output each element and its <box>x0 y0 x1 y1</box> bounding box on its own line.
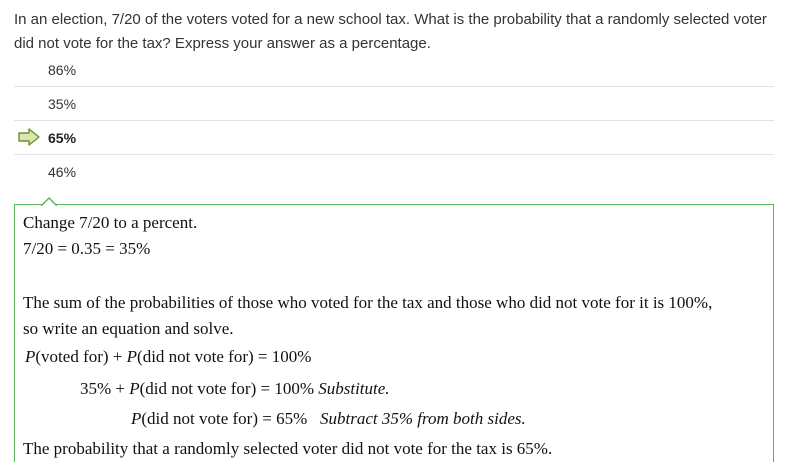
question-text: In an election, 7/20 of the voters voted for a new school tax. What is the probability that a randomly selected voter did not vote for the tax? Express your answer as a percentage. <box>14 11 767 52</box>
step-note: Substitute. <box>318 379 390 398</box>
prob-symbol: P <box>131 409 142 428</box>
choice-86[interactable] <box>14 53 774 87</box>
explanation-line-2: 7/20 = 0.35 = 35% <box>23 239 151 258</box>
equation-3: P(did not vote for) = 65% Subtract 35% from both sides. <box>131 409 526 428</box>
choice-65-correct[interactable] <box>14 121 774 155</box>
step-note: Subtract 35% from both sides. <box>320 409 526 428</box>
choice-label: 65% <box>48 130 77 146</box>
choice-35[interactable] <box>14 87 774 121</box>
arrow-right-icon <box>18 128 40 146</box>
choice-46[interactable] <box>14 155 774 189</box>
answer-choices <box>14 53 774 189</box>
prob-symbol: P <box>126 347 138 366</box>
conclusion-text: The probability that a randomly selected voter did not vote for the tax is 65%. <box>23 439 553 458</box>
prob-symbol: P <box>25 347 36 366</box>
prob-symbol: P <box>129 379 140 398</box>
equation-1: P(voted for) + P(did not vote for) = 100% <box>25 347 312 366</box>
choice-label: 86% <box>48 62 77 78</box>
explanation-panel <box>14 204 774 462</box>
explanation-line-3: The sum of the probabilities of those who voted for the tax and those who did not vote for it is 100%, <box>23 293 713 312</box>
choice-label: 35% <box>48 96 77 112</box>
explanation-line-4: so write an equation and solve. <box>23 319 234 338</box>
explanation-line-1: Change 7/20 to a percent. <box>23 213 198 232</box>
choice-label: 46% <box>48 164 77 180</box>
caret-up-icon <box>41 197 57 206</box>
equation-2: 35% + P(did not vote for) = 100% Substitute. <box>80 379 390 398</box>
